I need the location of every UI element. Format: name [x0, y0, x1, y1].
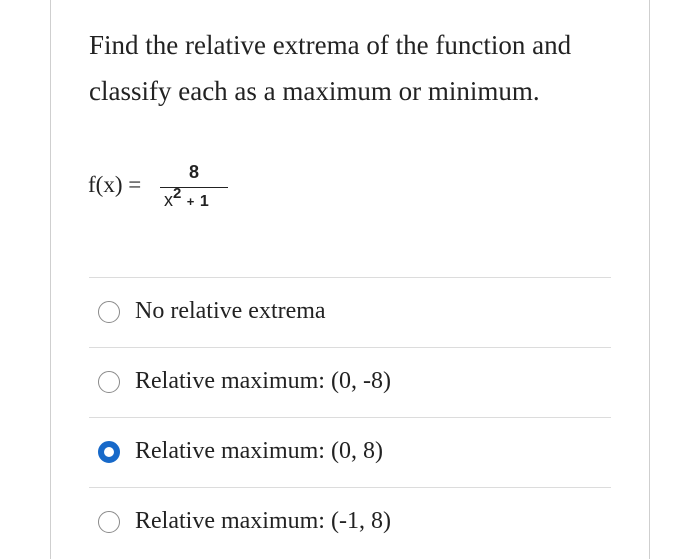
option-label: Relative maximum: (-1, 8) [135, 508, 391, 534]
radio-button[interactable] [98, 301, 120, 323]
answer-option-no-extrema[interactable] [98, 292, 598, 332]
divider [89, 277, 611, 278]
radio-button-selected[interactable] [98, 441, 120, 463]
question-text [89, 22, 629, 114]
formula-fraction [160, 160, 228, 220]
answer-option-max-0-8[interactable] [98, 432, 598, 472]
denominator-operator: + [186, 194, 195, 209]
option-label: Relative maximum: (0, 8) [135, 438, 383, 464]
divider [89, 417, 611, 418]
denominator-base: x [164, 190, 173, 210]
formula-denominator [164, 185, 209, 211]
radio-button[interactable] [98, 511, 120, 533]
formula-lhs: f(x) = [88, 172, 142, 197]
radio-button[interactable] [98, 371, 120, 393]
answer-option-max-neg1-8[interactable] [98, 502, 598, 542]
divider [89, 347, 611, 348]
question-panel [50, 0, 650, 559]
formula-numerator: 8 [188, 162, 199, 182]
denominator-constant: 1 [199, 193, 209, 210]
option-label: Relative maximum: (0, -8) [135, 368, 391, 394]
option-label: No relative extrema [135, 298, 326, 324]
fraction-bar [160, 187, 228, 188]
question-line-2: classify each as a maximum or minimum. [89, 76, 540, 106]
denominator-exponent: 2 [173, 185, 182, 202]
question-line-1: Find the relative extrema of the function and [89, 30, 572, 60]
divider [89, 487, 611, 488]
answer-option-max-0-neg8[interactable] [98, 362, 598, 402]
